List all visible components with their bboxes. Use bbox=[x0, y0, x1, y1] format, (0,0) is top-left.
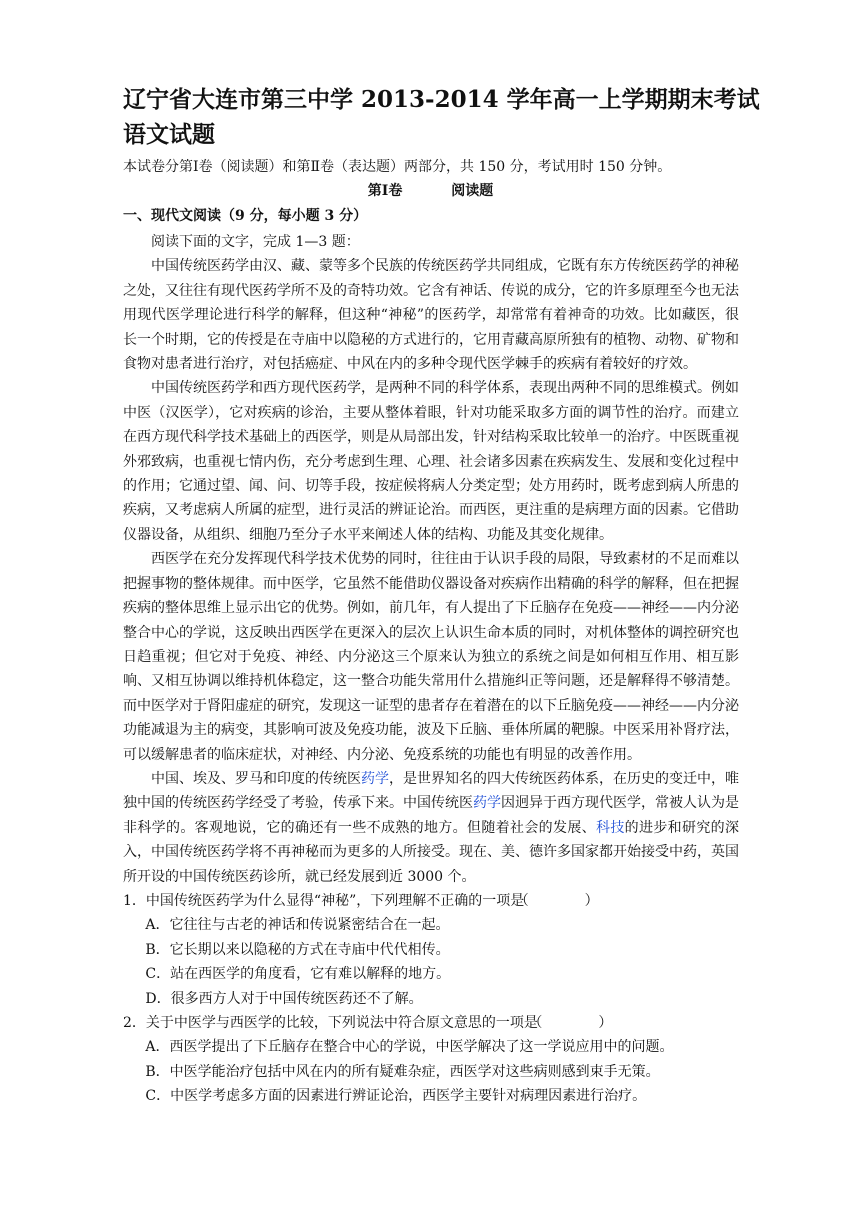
section-part: 第Ⅰ卷 bbox=[367, 183, 403, 199]
section-name: 阅读题 bbox=[451, 183, 494, 199]
question-1 bbox=[123, 889, 739, 913]
reading-body bbox=[123, 230, 739, 1109]
exam-title: 辽宁省大连市第三中学 2013-2014 学年高一上学期期末考试 bbox=[123, 86, 760, 113]
link-keji[interactable]: 科技 bbox=[596, 819, 625, 836]
paragraph-3: 西医学在充分发挥现代科学技术优势的同时，往往由于认识手段的局限，导致素材的不足而难以把握事物的整体规律。而中医学，它虽然不能借助仪器设备对疾病作出精确的科学的解释，但在把握疾病的整体思维上显示出它的优势。例如，前几年，有人提出了下丘脑存在免疫——神经——内分泌整合中心的学说，这反映出西医学在更深入的层次上认识生命本质的同时，对机体整体的调控研究也日趋重视；但它对于免疫、神经、内分泌这三个原来认为独立的系统之间是如何相互作用、相互影响、又相互协调以维持机体稳定，这一整合功能失常用什么措施纠正等问题，还是解释得不够清楚。而中医学对于肾阳虚症的研究，发现这一证型的患者存在着潜在的以下丘脑免疫——神经——内分泌功能减退为主的病变，其影响可波及免疫功能，波及下丘脑、垂体所属的靶腺。中医采用补肾疗法，可以缓解患者的临床症状，对神经、内分泌、免疫系统的功能也有明显的改善作用。 bbox=[123, 551, 739, 763]
paragraph-4-text: 因迥异于西方现代医学，常被人认为是非科学的。客观地说，它的确还有一些不成熟的地方。但随着社会的发展、 bbox=[123, 795, 739, 836]
question-group-heading: 一、现代文阅读（9 分，每小题 3 分） bbox=[123, 208, 368, 224]
link-yaoxue-2[interactable]: 药学 bbox=[473, 795, 501, 812]
section-heading bbox=[123, 181, 738, 201]
question-2-stem: 2．关于中医学与西医学的比较，下列说法中符合原文意思的一项是 bbox=[123, 1015, 538, 1031]
question-2-option-c: C．中医学考虑多方面的因素进行辨证论治，西医学主要针对病理因素进行治疗。 bbox=[145, 1088, 647, 1105]
question-2 bbox=[123, 1011, 739, 1035]
answer-blank: （ ） bbox=[528, 1015, 613, 1031]
paragraph-4-text: 中国、埃及、罗马和印度的传统医 bbox=[151, 770, 361, 787]
question-1-option-b: B．它长期以来以隐秘的方式在寺庙中代代相传。 bbox=[145, 941, 450, 958]
question-2-option-a: A．西医学提出了下丘脑存在整合中心的学说，中医学解决了这一学说应用中的问题。 bbox=[145, 1039, 674, 1056]
exam-intro: 本试卷分第Ⅰ卷（阅读题）和第Ⅱ卷（表达题）两部分，共 150 分，考试用时 150 分钟。 bbox=[123, 159, 672, 175]
paragraph-4-text: 的进步和研究的深入，中国传统医药学将不再神秘而为更多的人所接受。现在、美、德许多国家都开始接受中药，英国所开设的中国传统医药诊所，就已经发展到近 3000 个。 bbox=[123, 819, 740, 885]
paragraph-4 bbox=[123, 767, 739, 889]
question-1-option-c: C．站在西医学的角度看，它有难以解释的地方。 bbox=[145, 966, 451, 983]
question-1-option-a: A．它往往与古老的神话和传说紧密结合在一起。 bbox=[145, 917, 450, 934]
answer-blank: （ ） bbox=[514, 892, 599, 909]
reading-instruction: 阅读下面的文字，完成 1—3 题： bbox=[151, 234, 360, 250]
question-1-option-d: D．很多西方人对于中国传统医药还不了解。 bbox=[145, 990, 423, 1007]
link-yaoxue-1[interactable]: 药学 bbox=[361, 770, 389, 787]
paragraph-4-text: ，是世界知名的四大传统医药体系，在历史的变迁中，唯独中国的传统医药学经受了考验，传承下来。中国传统医 bbox=[123, 770, 739, 812]
paragraph-1: 中国传统医药学由汉、藏、蒙等多个民族的传统医药学共同组成，它既有东方传统医药学的神秘之处，又往往有现代医药学所不及的奇特功效。它含有神话、传说的成分，它的许多原理至今也无法用现代医学理论进行科学的解释，但这种“神秘”的医药学，却常常有着神奇的功效。比如藏医，很长一个时期，它的传授是在寺庙中以隐秘的方式进行的，它用青藏高原所独有的植物、动物、矿物和食物对患者进行治疗，对包括癌症、中风在内的多种令现代医学棘手的疾病有着较好的疗效。 bbox=[123, 258, 739, 373]
exam-subtitle: 语文试题 bbox=[123, 121, 215, 148]
paragraph-2: 中国传统医药学和西方现代医药学，是两种不同的科学体系，表现出两种不同的思维模式。例如中医（汉医学），它对疾病的诊治，主要从整体着眼，针对功能采取多方面的调节性的治疗。而建立在西方现代科学技术基础上的西医学，则是从局部出发，针对结构采取比较单一的治疗。中医既重视外邪致病，也重视七情内伤，充分考虑到生理、心理、社会诸多因素在疾病发生、发展和变化过程中的作用；它通过望、闻、问、切等手段，按症候将病人分类定型；处方用药时，既考虑到病人所患的疾病，又考虑病人所属的症型，进行灵活的辨证论治。而西医，更注重的是病理方面的因素。它借助仪器设备，从组织、细胞乃至分子水平来阐述人体的结构、功能及其变化规律。 bbox=[123, 380, 739, 543]
question-1-stem: 1．中国传统医药学为什么显得“神秘”，下列理解不正确的一项是 bbox=[123, 892, 525, 909]
question-2-option-b: B．中医学能治疗包括中风在内的所有疑难杂症，西医学对这些病则感到束手无策。 bbox=[145, 1063, 660, 1080]
